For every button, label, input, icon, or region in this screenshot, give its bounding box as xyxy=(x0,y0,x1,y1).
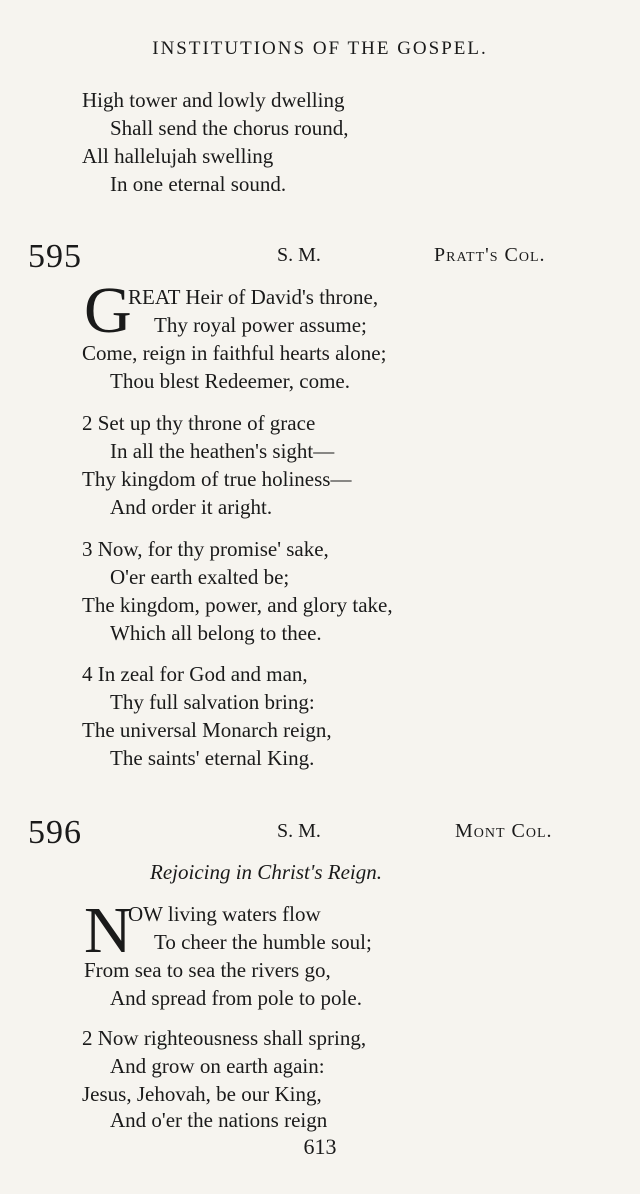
hymn-595-line-1: REAT Heir of David's throne, xyxy=(128,285,379,309)
hymn-595-s4-line-1: 4 In zeal for God and man, xyxy=(82,662,308,686)
hymn-595-line-4: Thou blest Redeemer, come. xyxy=(110,369,350,393)
hymn-595-s2-line-2: In all the heathen's sight— xyxy=(110,439,335,463)
hymn-595-s2-line-3: Thy kingdom of true holiness— xyxy=(82,467,352,491)
hymn-595-s2-line-1: 2 Set up thy throne of grace xyxy=(82,411,316,435)
hymn-595-s4-line-2: Thy full salvation bring: xyxy=(110,690,315,714)
hymn-596-source: Mont Col. xyxy=(455,820,553,842)
intro-line-2: Shall send the chorus round, xyxy=(110,116,349,140)
hymn-595-dropcap: G xyxy=(84,274,132,347)
hymn-596-s2-line-1: 2 Now righteousness shall spring, xyxy=(82,1026,367,1050)
hymn-595-source: Pratt's Col. xyxy=(434,244,546,266)
hymn-595-s2-line-4: And order it aright. xyxy=(110,495,273,519)
intro-line-4: In one eternal sound. xyxy=(110,172,287,196)
hymn-595-s3-line-1: 3 Now, for thy promise' sake, xyxy=(82,537,329,561)
hymn-596-meter: S. M. xyxy=(277,820,321,842)
hymn-596-s2-line-2: And grow on earth again: xyxy=(110,1054,325,1078)
hymn-595-number: 595 xyxy=(28,238,82,275)
hymn-595-s4-line-4: The saints' eternal King. xyxy=(110,746,315,770)
hymn-596-dropcap: N xyxy=(84,894,132,967)
intro-line-3: All hallelujah swelling xyxy=(82,144,274,168)
running-head: INSTITUTIONS OF THE GOSPEL. xyxy=(152,38,488,59)
hymn-596-line-3: From sea to sea the rivers go, xyxy=(84,958,331,982)
hymn-596-line-4: And spread from pole to pole. xyxy=(110,986,362,1010)
hymn-595-s3-line-3: The kingdom, power, and glory take, xyxy=(82,593,393,617)
hymn-595-line-3: Come, reign in faithful hearts alone; xyxy=(82,341,387,365)
hymn-596-s2-line-4: And o'er the nations reign xyxy=(110,1108,328,1132)
hymn-595-line-2: Thy royal power assume; xyxy=(154,313,367,337)
hymn-595-meter: S. M. xyxy=(277,244,321,266)
hymn-596-subtitle: Rejoicing in Christ's Reign. xyxy=(150,860,382,884)
page-number: 613 xyxy=(303,1134,337,1159)
hymn-596-number: 596 xyxy=(28,814,82,851)
hymn-595-s3-line-2: O'er earth exalted be; xyxy=(110,565,290,589)
hymn-596-s2-line-3: Jesus, Jehovah, be our King, xyxy=(82,1082,322,1106)
hymn-595-s4-line-3: The universal Monarch reign, xyxy=(82,718,332,742)
hymn-596-line-2: To cheer the humble soul; xyxy=(154,930,372,954)
hymn-595-s3-line-4: Which all belong to thee. xyxy=(110,621,322,645)
hymn-596-line-1: OW living waters flow xyxy=(128,902,321,926)
intro-line-1: High tower and lowly dwelling xyxy=(82,88,345,112)
